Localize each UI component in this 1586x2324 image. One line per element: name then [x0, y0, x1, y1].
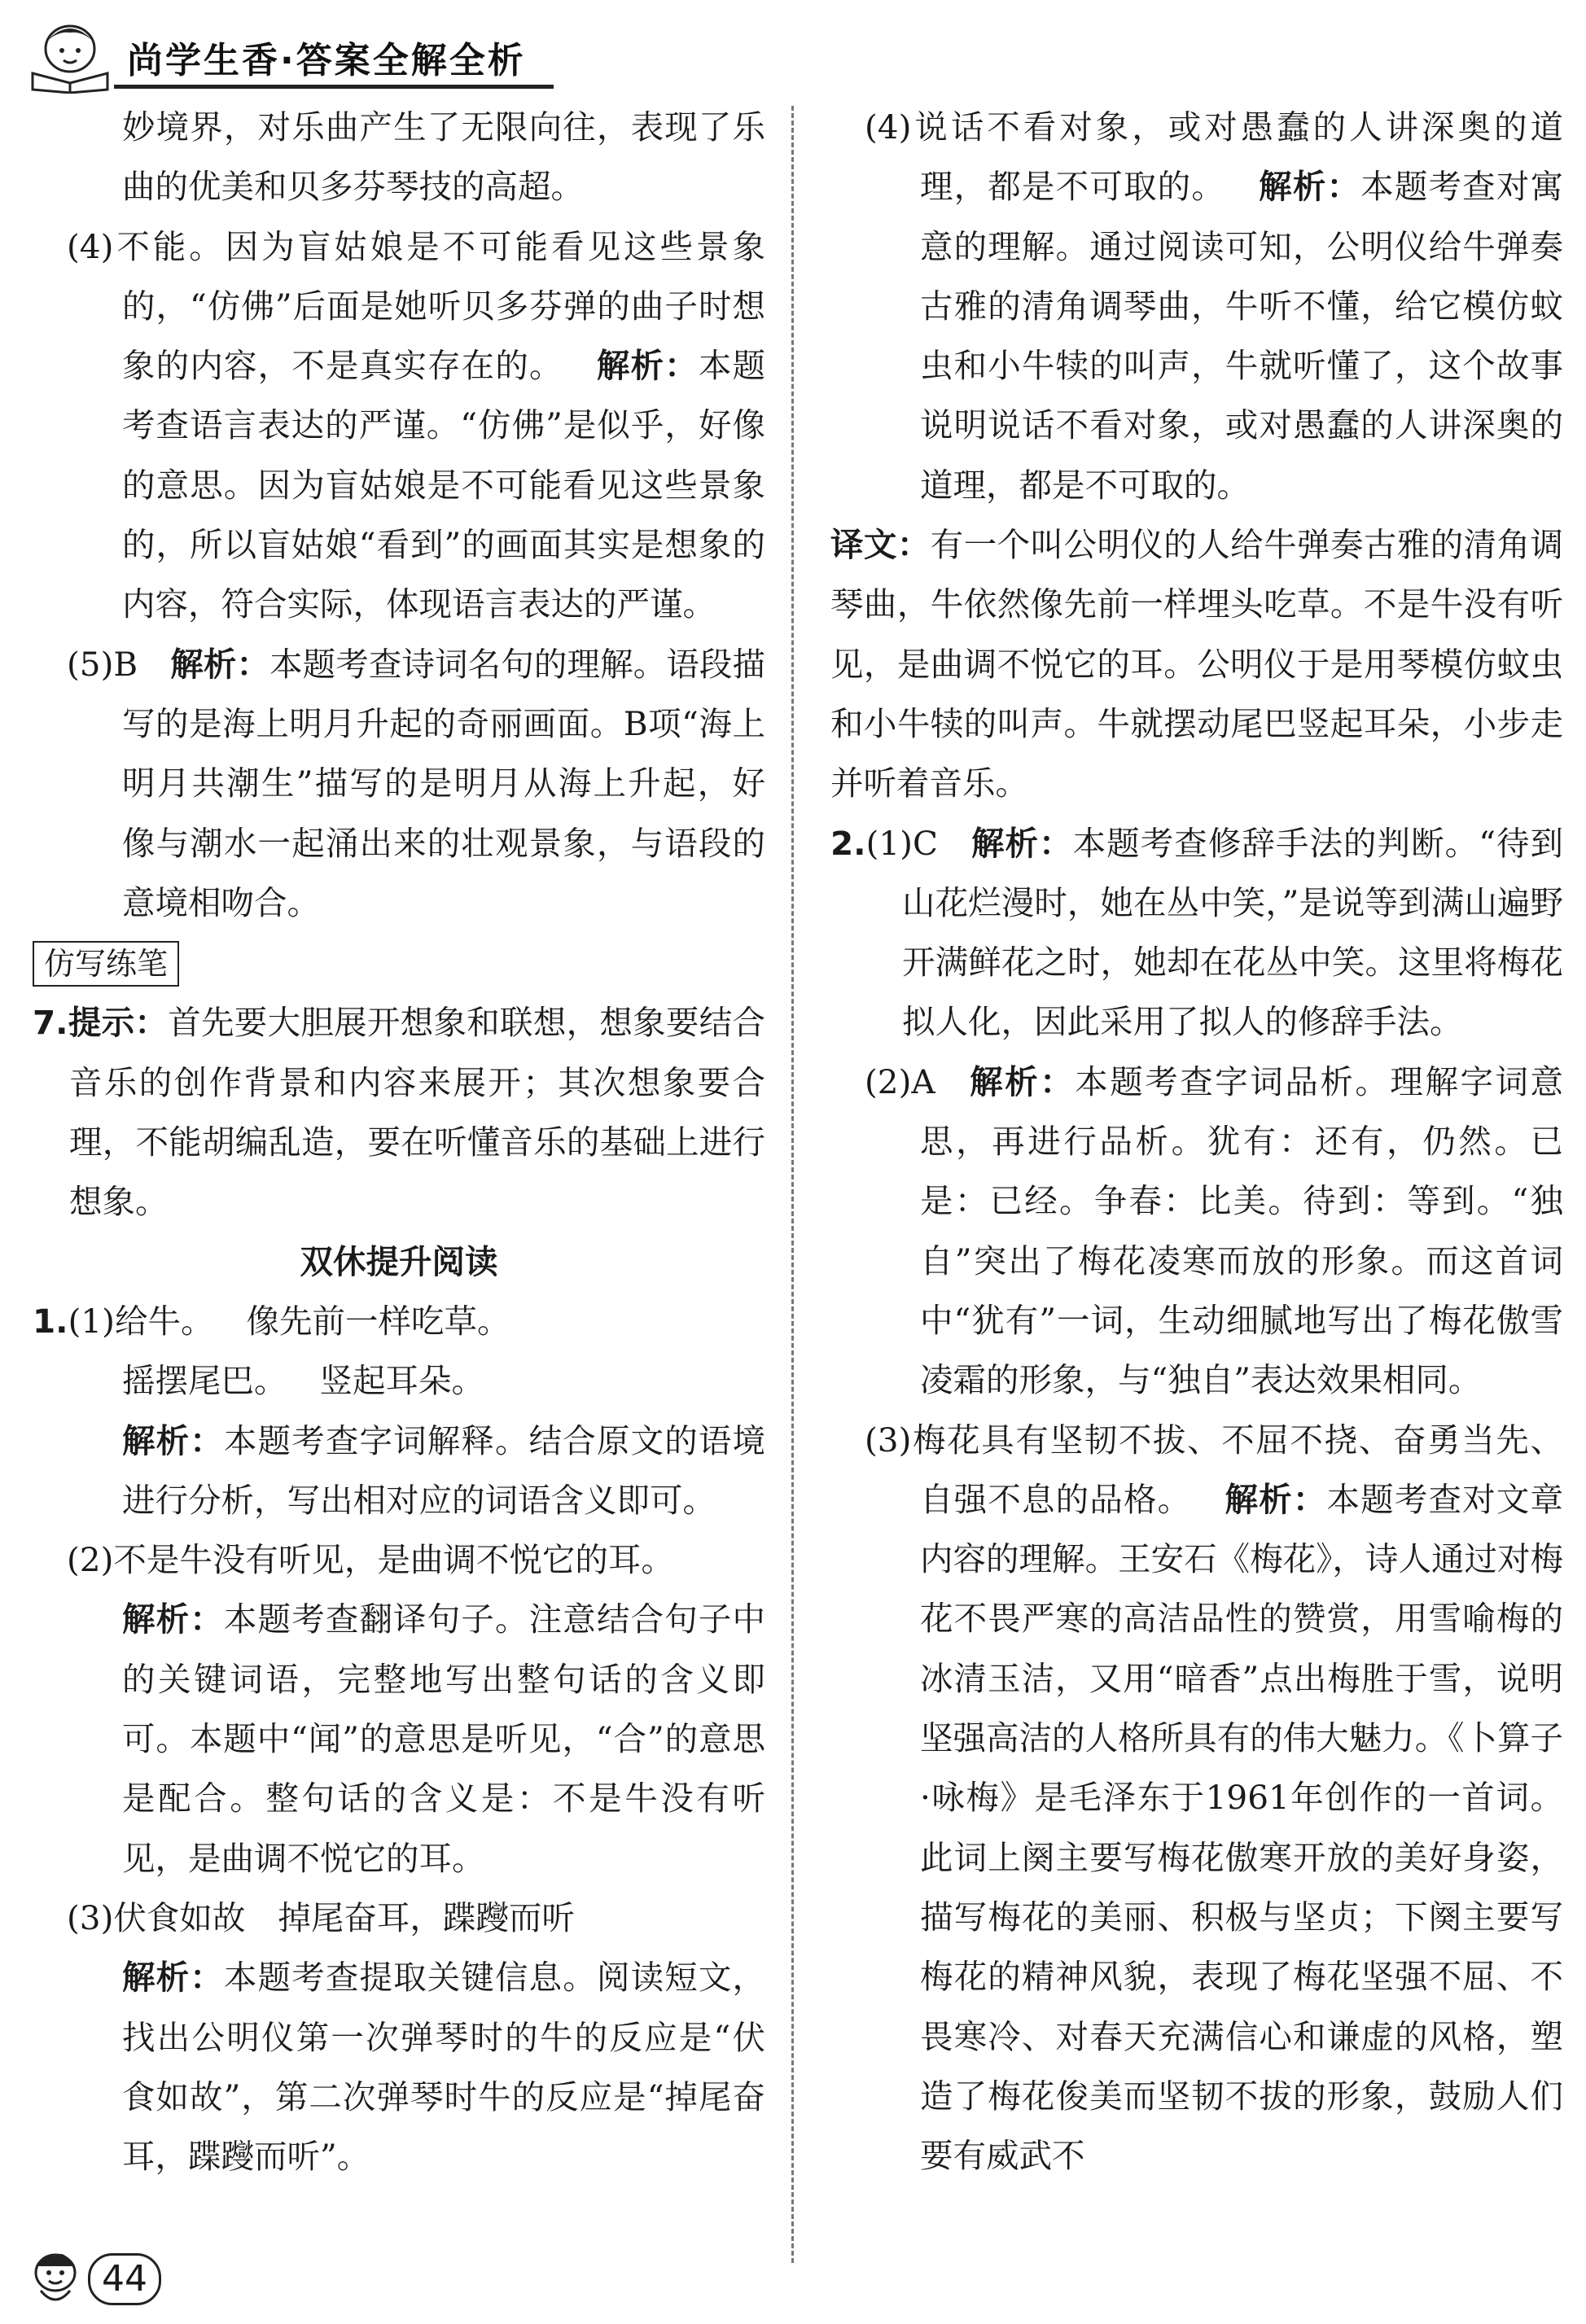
answer-item: (2)不是牛没有听见，是曲调不悦它的耳。	[67, 1540, 674, 1580]
explanation: 解析：本题考查提取关键信息。阅读短文，找出公明仪第一次弹琴时的牛的反应是“伏食如故”，第二次弹琴时牛的反应是“掉尾奋耳，蹀躞而听”。	[122, 1958, 766, 2177]
explanation: 解析：本题考查字词解释。结合原文的语境进行分析，写出相对应的词语含义即可。	[122, 1420, 766, 1520]
answer-item: (3)梅花具有坚韧不拔、不屈不挠、奋勇当先、自强不息的品格。 解析：本题考查对文章内容的理解。王安石《梅花》，诗人通过对梅花不畏严寒的高洁品性的赞赏，用雪喻梅的冰清玉洁，又用“暗香”点出梅胜于雪，说明坚强高洁的人格所具有的伟大魅力。《卜算子·咏梅》是毛泽东于1961年创作的一首词。此词上阕主要写梅花傲寒开放的美好身姿，描写梅花的美丽、积极与坚贞；下阕主要写梅花的精神风貌，表现了梅花坚强不屈、不畏寒冷、对春天充满信心和谦虚的风格，塑造了梅花俊美而坚韧不拔的形象，鼓励人们要有威武不	[865, 1420, 1564, 2176]
column-divider	[791, 106, 794, 2263]
answer-item: 1.(1)给牛。 像先前一样吃草。	[33, 1301, 510, 1341]
section-title: 双休提升阅读	[300, 1241, 498, 1281]
reading-student-icon	[24, 16, 120, 94]
right-column	[830, 98, 1563, 2186]
translation: 译文：有一个叫公明仪的人给牛弹奏古雅的清角调琴曲，牛依然像先前一样埋头吃草。不是牛没有听见，是曲调不悦它的耳。公明仪于是用琴模仿蚊虫和小牛犊的叫声。牛就摆动尾巴竖起耳朵，小步走并听着音乐。	[830, 525, 1564, 803]
answer-line: 摇摆尾巴。 竖起耳朵。	[122, 1361, 484, 1401]
answer-item: (2)A 解析：本题考查字词品析。理解字词意思，再进行品析。犹有：还有，仍然。已是：已经。争春：比美。待到：等到。“独自”突出了梅花凌寒而放的形象。而这首词中“犹有”一词，生动细腻地写出了梅花傲雪凌霜的形象，与“独自”表达效果相同。	[865, 1061, 1564, 1400]
left-column	[33, 98, 765, 2186]
answer-item: (4)不能。因为盲姑娘是不可能看见这些景象的，“仿佛”后面是她听贝多芬弹的曲子时想象的内容，不是真实存在的。 解析：本题考查语言表达的严谨。“仿佛”是似乎，好像的意思。因为盲姑娘是不可能看见这些景象的，所以盲姑娘“看到”的画面其实是想象的内容，符合实际，体现语言表达的严谨。	[67, 226, 766, 624]
page-number: 44	[88, 2253, 161, 2305]
answer-item: 7.提示：首先要大胆展开想象和联想，想象要结合音乐的创作背景和内容来展开；其次想象要合理，不能胡编乱造，要在听懂音乐的基础上进行想象。	[33, 1003, 766, 1222]
answer-item: 2.(1)C 解析：本题考查修辞手法的判断。“待到山花烂漫时，她在丛中笑，”是说等到满山遍野开满鲜花之时，她却在花丛中笑。这里将梅花拟人化，因此采用了拟人的修辞手法。	[830, 823, 1563, 1042]
cartoon-mascot-icon	[23, 2245, 88, 2310]
answer-item: (4)说话不看对象，或对愚蠢的人讲深奥的道理，都是不可取的。 解析：本题考查对寓意的理解。通过阅读可知，公明仪给牛弹奏古雅的清角调琴曲，牛听不懂，给它模仿蚊虫和小牛犊的叫声，牛就听懂了，这个故事说明说话不看对象，或对愚蠢的人讲深奥的道理，都是不可取的。	[865, 107, 1564, 505]
explanation: 解析：本题考查翻译句子。注意结合句子中的关键词语，完整地写出整句话的含义即可。本题中“闻”的意思是听见，“合”的意思是配合。整句话的含义是：不是牛没有听见，是曲调不悦它的耳。	[122, 1600, 766, 1878]
section-title-box: 仿写练笔	[33, 941, 179, 987]
page-footer	[23, 2245, 186, 2310]
answer-item: (3)伏食如故 掉尾奋耳，蹀躞而听	[67, 1897, 575, 1937]
page-header	[24, 16, 545, 94]
answer-item: (5)B 解析：本题考查诗词名句的理解。语段描写的是海上明月升起的奇丽画面。B项“海上明月共潮生”描写的是明月从海上升起，好像与潮水一起涌出来的壮观景象，与语段的意境相吻合。	[67, 644, 766, 922]
left-continued-text: 妙境界，对乐曲产生了无限向往，表现了乐曲的优美和贝多芬琴技的高超。	[122, 107, 765, 207]
header-title: 尚学生香·答案全解全析	[127, 40, 526, 81]
header-rule	[114, 85, 554, 89]
